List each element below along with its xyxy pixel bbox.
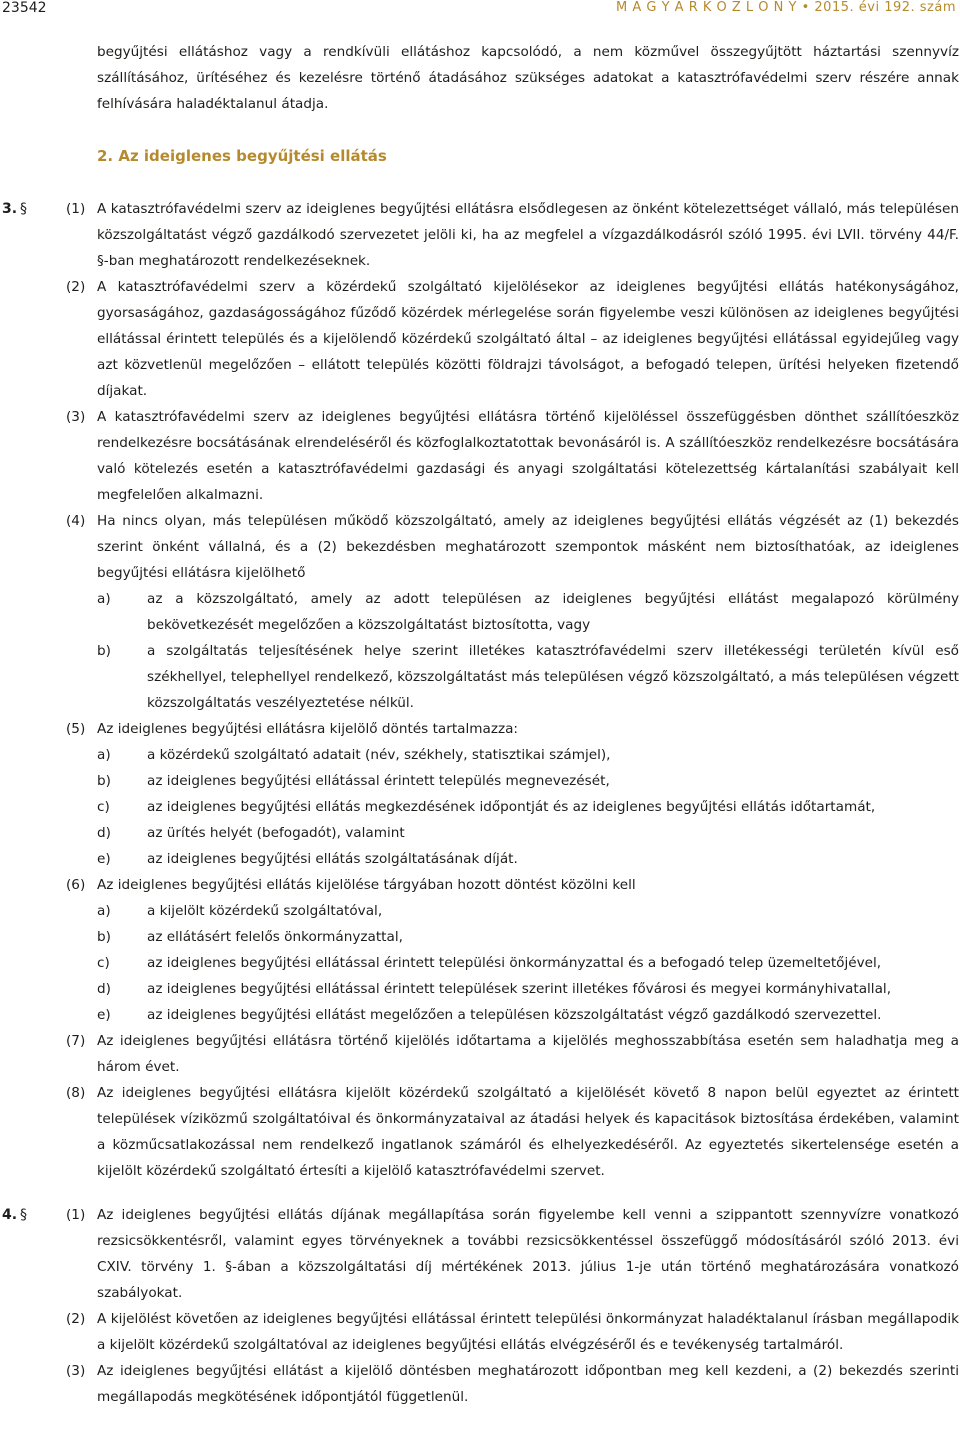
list-item-label: c): [97, 955, 110, 971]
paragraph-number: (3): [66, 1363, 86, 1379]
list-item-text: az ideiglenes begyűjtési ellátással érintett települések szerint illetékes fővárosi és megyei kormányhivatallal,: [147, 981, 892, 997]
intro-text: begyűjtési ellátáshoz vagy a rendkívüli ellátáshoz kapcsolódó, a nem közművel összegyűjtött háztartási szennyvíz szállításához, ürítéséhez és kezelésre történő átadásához szükséges adatokat a katasztrófavédelmi szerv részére annak felhívására haladéktalanul átadja.: [97, 44, 959, 112]
paragraph-text: A katasztrófavédelmi szerv az ideiglenes begyűjtési ellátásra történő kijelöléssel összefüggésben dönthet szállítóeszköz rendelkezésre bocsátásának elrendeléséről és közfoglalkoztatottak bevonásáról is. A szállítóeszköz rendelkezésre bocsátására való kötelezés esetén a katasztrófavédelmi gazdasági és anyagi szolgáltatási kötelezettség kártalanítási szabályait kell megfelelően alkalmazni.: [97, 409, 959, 503]
list-item-text: az a közszolgáltató, amely az adott településen az ideiglenes begyűjtési ellátást megalapozó körülmény bekövetkezését megelőzően a közszolgáltatást biztosította, vagy: [147, 591, 959, 633]
list-item-label: b): [97, 929, 111, 945]
section-symbol: §: [20, 201, 27, 217]
list-item-text: a közérdekű szolgáltató adatait (név, székhely, statisztikai számjel),: [147, 747, 611, 763]
list-item: [97, 898, 959, 924]
page-number: 23542: [2, 0, 47, 16]
list-item-label: d): [97, 981, 111, 997]
paragraph-3-3: [66, 404, 959, 508]
paragraph-3-1: [66, 196, 959, 274]
list-item-label: a): [97, 747, 111, 763]
paragraph-number: (8): [66, 1085, 86, 1101]
paragraph-3-7: [66, 1028, 959, 1080]
list-item-label: e): [97, 1007, 111, 1023]
paragraph-3-6: [66, 872, 959, 1028]
paragraph-4-3: [66, 1358, 959, 1410]
paragraph-text: Ha nincs olyan, más településen működő közszolgáltató, amely az ideiglenes begyűjtési ellátás végzését az (1) bekezdés szerint önként vállalná, és a (2) bekezdésben meghatározott szempontok másként nem biztosíthatóak, az ideiglenes begyűjtési ellátásra kijelölhető: [97, 513, 959, 581]
list-item: [97, 976, 959, 1002]
list-item-text: az ürítés helyét (befogadót), valamint: [147, 825, 405, 841]
page-header: [0, 0, 960, 22]
paragraph-number: (4): [66, 513, 86, 529]
list-item-text: az ideiglenes begyűjtési ellátást megelőzően a településen közszolgáltatást végző gazdálkodó szervezettel.: [147, 1007, 882, 1023]
paragraph-text: A katasztrófavédelmi szerv az ideiglenes begyűjtési ellátásra elsődlegesen az önként kötelezettséget vállaló, más településen közszolgáltatást végző gazdálkodó szervezetet jelöli ki, ha az megfelel a vízgazdálkodásról szóló 1995. évi LVII. törvény 44/F. §-ban meghatározott rendelkezéseknek.: [97, 201, 959, 269]
list-item-label: c): [97, 799, 110, 815]
list-item-label: d): [97, 825, 111, 841]
paragraph-3-4: [66, 508, 959, 716]
list-item-text: az ideiglenes begyűjtési ellátással érintett települési önkormányzattal és a befogadó telep üzemeltetőjével,: [147, 955, 882, 971]
paragraph-number: (2): [66, 279, 86, 295]
list-item-text: az ideiglenes begyűjtési ellátás szolgáltatásának díját.: [147, 851, 518, 867]
list-item: [97, 924, 959, 950]
list-item-text: a szolgáltatás teljesítésének helye szerint illetékes katasztrófavédelmi szerv illetékességi területén kívül eső székhellyel, telephellyel rendelkező, közszolgáltatást más településen végző közszolgáltató, a más településen végzett közszolgáltatás veszélyeztetése nélkül.: [147, 643, 959, 711]
paragraph-number: (5): [66, 721, 86, 737]
section-symbol: §: [20, 1207, 27, 1223]
paragraph-text: Az ideiglenes begyűjtési ellátásra kijelölő döntés tartalmazza:: [97, 721, 519, 737]
list-item: [97, 1002, 959, 1028]
paragraph-text: Az ideiglenes begyűjtési ellátásra kijelölt közérdekű szolgáltató a kijelölését követő 8 napon belül egyeztet az érintett települések víziközmű szolgáltatóival és önkormányzataival az átadási helyek és kapacitások biztosítása érdekében, valamint a közműcsatlakozással nem rendelkező ingatlanok számáról és elhelyezkedéséről. Az egyeztetés sikertelensége esetén a kijelölt közérdekű szolgáltató értesíti a kijelölő katasztrófavédelmi szervet.: [97, 1085, 959, 1179]
list-item-label: a): [97, 903, 111, 919]
paragraph-number: (6): [66, 877, 86, 893]
paragraph-text: Az ideiglenes begyűjtési ellátásra történő kijelölés időtartama a kijelölés meghosszabbítása esetén sem haladhatja meg a három évet.: [97, 1033, 959, 1075]
paragraph-number: (1): [66, 1207, 86, 1223]
list-item-text: az ellátásért felelős önkormányzattal,: [147, 929, 403, 945]
paragraph-4-1: [66, 1202, 959, 1306]
paragraph-number: (3): [66, 409, 86, 425]
list-item: [97, 586, 959, 638]
paragraph-text: A kijelölést követően az ideiglenes begyűjtési ellátással érintett települési önkormányzat haladéktalanul írásban megállapodik a kijelölt közérdekű szolgáltatóval az ideiglenes begyűjtési ellátás elvégzéséről és e tevékenység tartalmáról.: [97, 1311, 959, 1353]
section-4: [0, 1202, 960, 1410]
paragraph-3-8: [66, 1080, 959, 1184]
paragraph-3-2: [66, 274, 959, 404]
section-heading: 2. Az ideiglenes begyűjtési ellátás: [97, 147, 387, 165]
list-item-label: e): [97, 851, 111, 867]
list-item: [97, 950, 959, 976]
paragraph-text: Az ideiglenes begyűjtési ellátás díjának megállapítása során figyelembe kell venni a szippantott szennyvízre vonatkozó rezsicsökkentésről, valamint egyes törvényeknek a további rezsicsökkentéssel összefüggő módosításáról szóló 2013. évi CXIV. törvény 1. §-ában a közszolgáltatási díj mértékének 2013. július 1-je után történő meghatározására vonatkozó szabályokat.: [97, 1207, 959, 1301]
section-3: [0, 196, 960, 1184]
list-item: [97, 820, 959, 846]
list-item-label: b): [97, 643, 111, 659]
list-item-label: a): [97, 591, 111, 607]
list-item: [97, 794, 959, 820]
paragraph-3-5: [66, 716, 959, 872]
paragraph-number: (1): [66, 201, 86, 217]
paragraph-text: A katasztrófavédelmi szerv a közérdekű szolgáltató kijelölésekor az ideiglenes begyűjtési ellátás hatékonyságához, gyorsaságához, gazdaságosságához fűződő közérdek mérlegelése során figyelembe veszi különösen az ideiglenes begyűjtési ellátással érintett település és a kijelölendő közérdekű szolgáltató által – az ideiglenes begyűjtési ellátással egyidejűleg vagy azt közvetlenül megelőzően – ellátott település közötti földrajzi távolságot, a befogadó telepen, ürítési helyeken fizetendő díjakat.: [97, 279, 959, 399]
section-number: 3.: [2, 201, 18, 217]
paragraph-text: Az ideiglenes begyűjtési ellátást a kijelölő döntésben meghatározott időpontban meg kell kezdeni, a (2) bekezdés szerinti megállapodás megkötésének időpontjától függetlenül.: [97, 1363, 959, 1405]
publication-title: M A G Y A R K Ö Z L Ö N Y • 2015. évi 192. szám: [616, 0, 956, 15]
paragraph-number: (7): [66, 1033, 86, 1049]
list-item-text: az ideiglenes begyűjtési ellátás megkezdésének időpontját és az ideiglenes begyűjtési ellátás időtartamát,: [147, 799, 876, 815]
list-item-text: az ideiglenes begyűjtési ellátással érintett település megnevezését,: [147, 773, 610, 789]
list-item-text: a kijelölt közérdekű szolgáltatóval,: [147, 903, 383, 919]
list-item: [97, 846, 959, 872]
list-item: [97, 638, 959, 716]
list-item: [97, 768, 959, 794]
list-item-label: b): [97, 773, 111, 789]
paragraph-text: Az ideiglenes begyűjtési ellátás kijelölése tárgyában hozott döntést közölni kell: [97, 877, 636, 893]
paragraph-4-2: [66, 1306, 959, 1358]
section-number: 4.: [2, 1207, 18, 1223]
paragraph-number: (2): [66, 1311, 86, 1327]
list-item: [97, 742, 959, 768]
intro-paragraph: [97, 39, 959, 117]
